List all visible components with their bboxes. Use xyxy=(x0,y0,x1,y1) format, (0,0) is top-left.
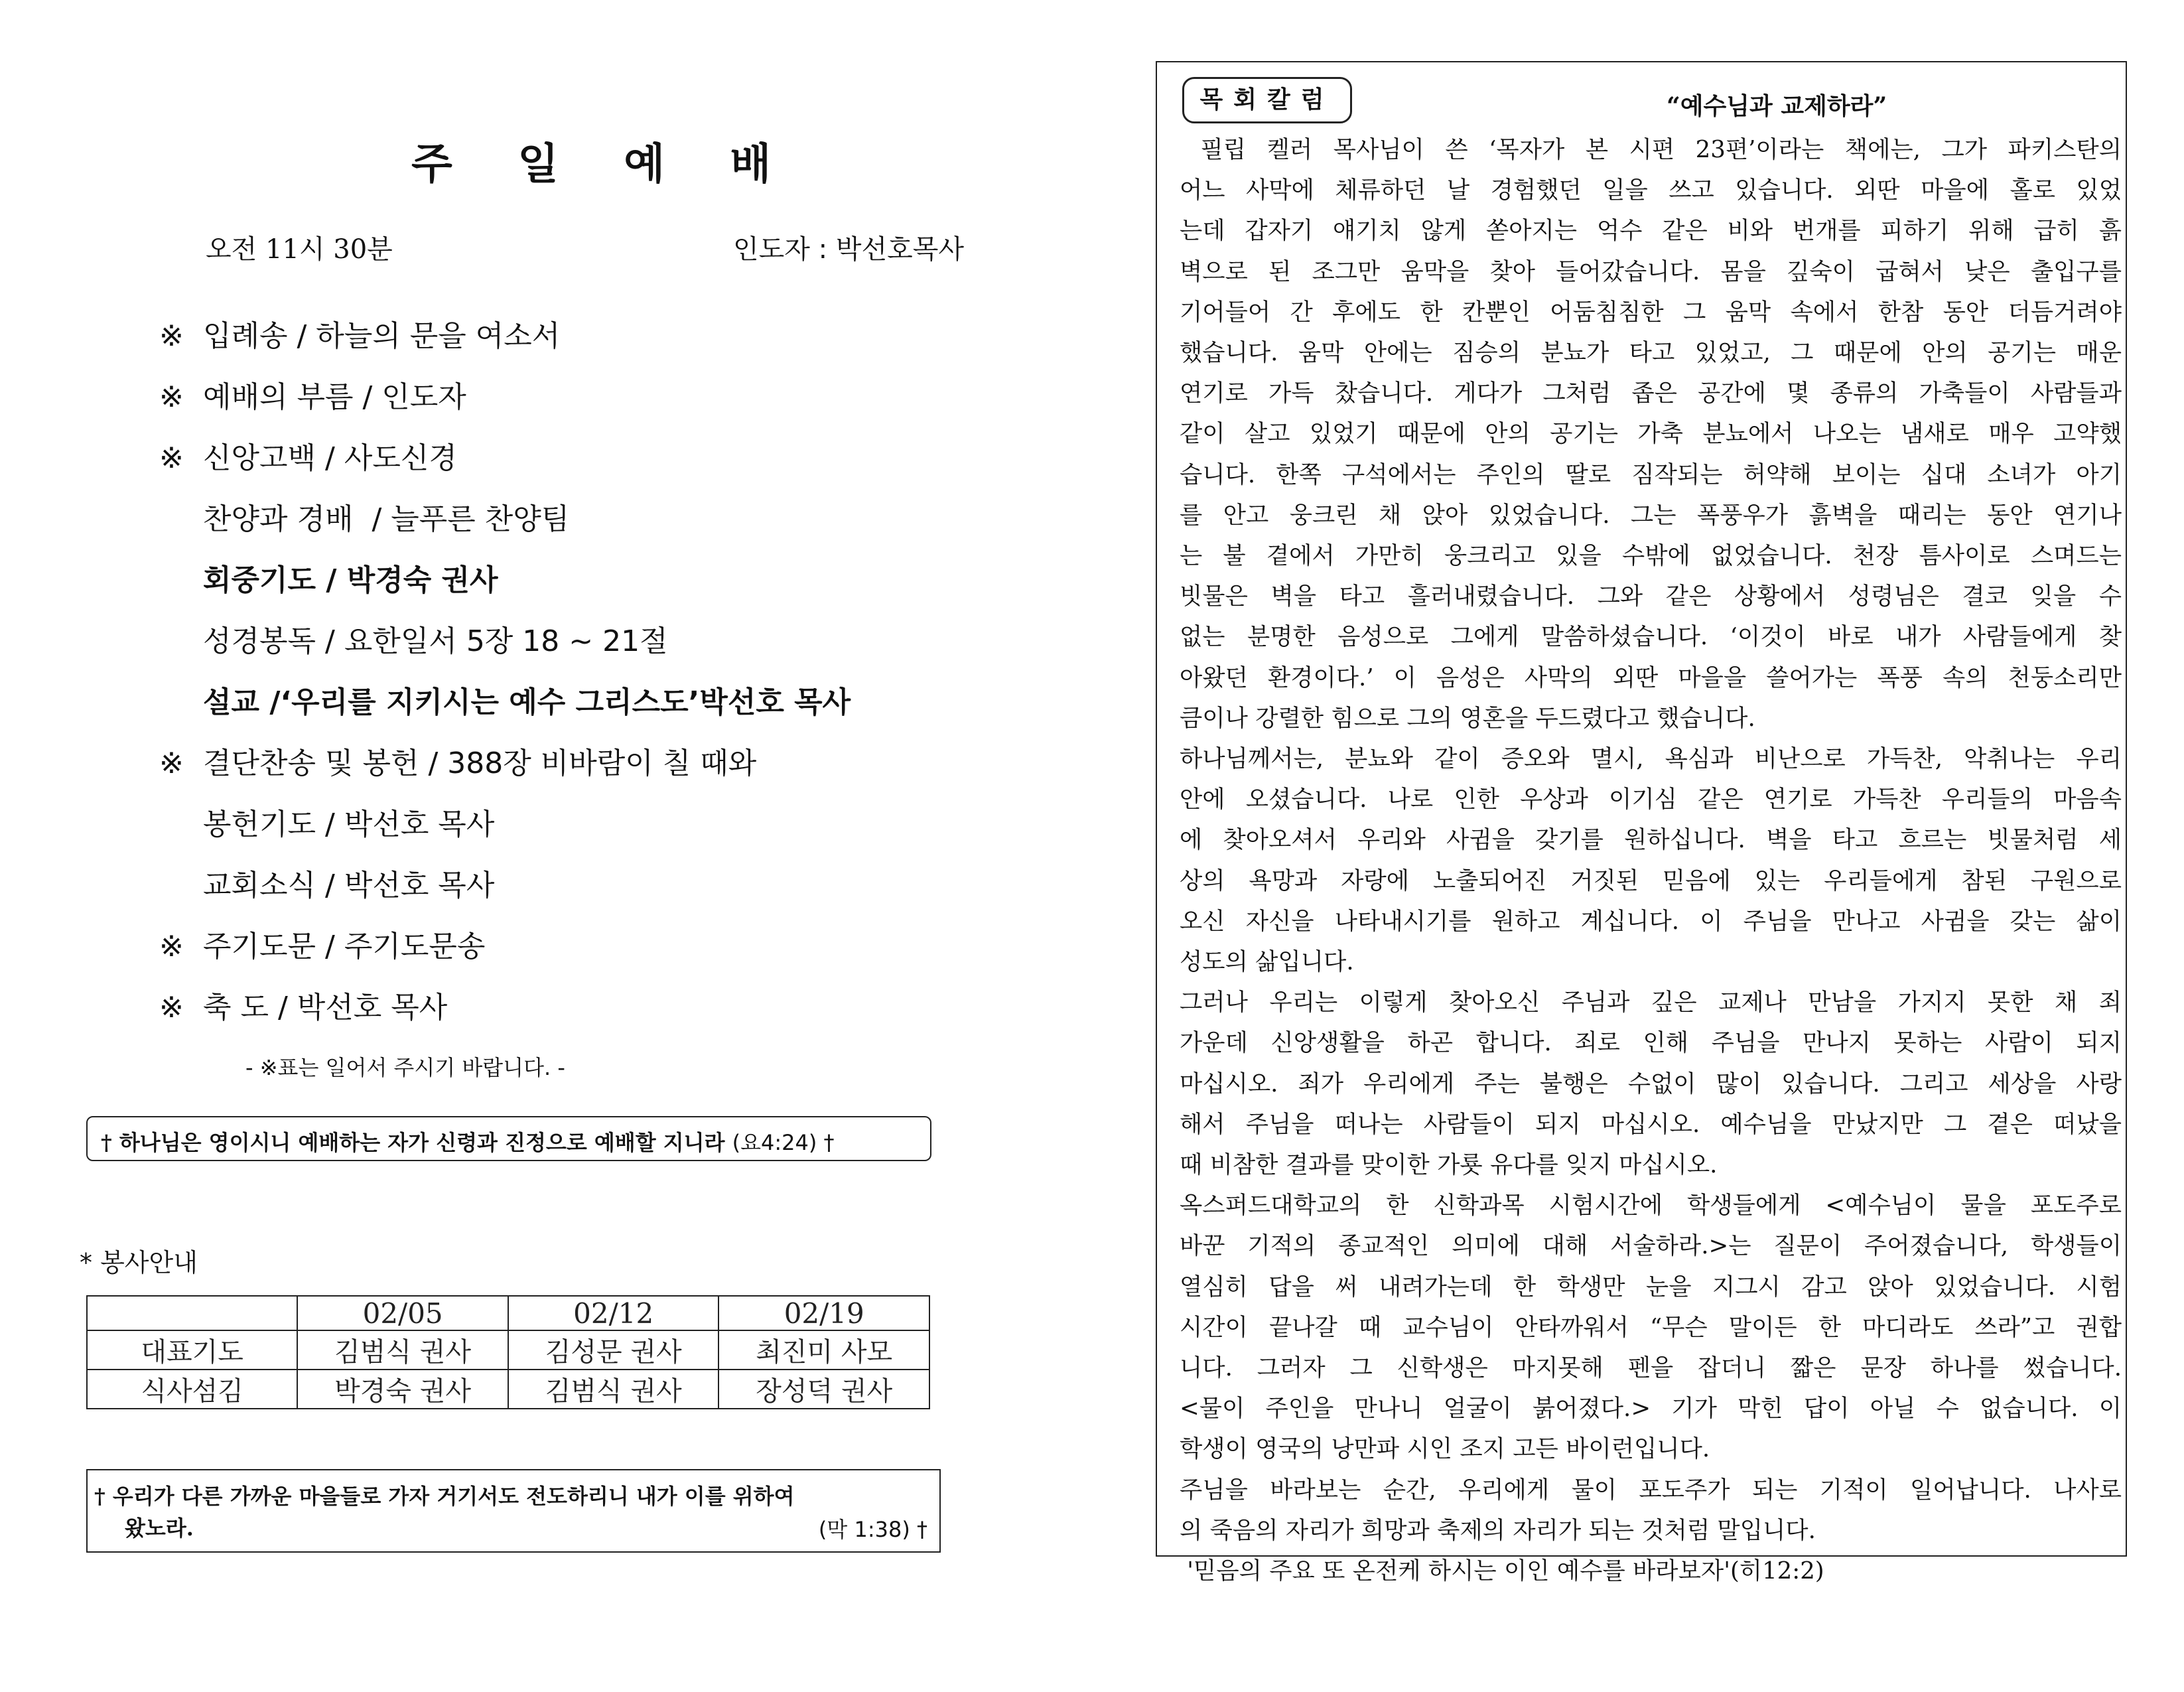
column-line: '믿음의 주요 또 온전케 하시는 이인 예수를 바라보자'(히12:2) xyxy=(1180,1558,1824,1585)
order-item-text: 축 도 / 박선호 목사 xyxy=(203,991,448,1024)
column-badge: 목회칼럼 xyxy=(1182,77,1352,123)
column-line: 니다. 그러자 그 신학생은 마지못해 펜을 잡더니 짧은 문장 하나를 썼습니다. xyxy=(1180,1355,2122,1381)
order-item-text: 결단찬송 및 봉헌 / 388장 비바람이 칠 때와 xyxy=(203,746,757,780)
order-item xyxy=(159,373,466,415)
column-line: 같이 살고 있었기 때문에 안의 공기는 가축 분뇨에서 나오는 냄새로 매우 고약했 xyxy=(1180,421,2122,448)
standing-mark: ※ xyxy=(159,319,184,353)
column-line: 큼이나 강렬한 힘으로 그의 영혼을 두드렸다고 했습니다. xyxy=(1180,705,1755,732)
column-line: 마십시오. 죄가 우리에게 주는 불행은 수없이 많이 있습니다. 그리고 세상을 사랑 xyxy=(1180,1070,2122,1097)
column-line: 성도의 삶입니다. xyxy=(1180,949,1354,975)
verse-box xyxy=(86,1469,941,1553)
verse-body: † 하나님은 영이시니 예배하는 자가 신령과 진정으로 예배할 지니라 xyxy=(101,1130,732,1155)
order-item xyxy=(159,495,569,537)
table-cell: 최진미 사모 xyxy=(718,1330,929,1370)
order-item xyxy=(159,983,447,1026)
order-item-text: 성경봉독 / 요한일서 5장 18 ~ 21절 xyxy=(203,624,668,658)
order-item xyxy=(159,678,851,721)
column-line: 연기로 가득 찼습니다. 게다가 그처럼 좁은 공간에 몇 종류의 가축들이 사람들과 xyxy=(1180,380,2122,407)
column-line: 열심히 답을 써 내려가는데 한 학생만 눈을 지그시 감고 앉아 있었습니다. 시험 xyxy=(1180,1273,2122,1301)
order-item xyxy=(159,556,498,599)
column-line: 습니다. 한쪽 구석에서는 주인의 딸로 짐작되는 허약해 보이는 십대 소녀가 아기 xyxy=(1180,461,2122,488)
service-title: 주 일 예 배 xyxy=(411,139,797,189)
standing-mark: ※ xyxy=(159,441,184,475)
table-cell: 대표기도 xyxy=(87,1330,297,1370)
standing-note: - ※표는 일어서 주시기 바랍니다. - xyxy=(245,1055,565,1080)
verse-box xyxy=(86,1116,931,1161)
column-line: 기어들어 간 후에도 한 칸뿐인 어둠침침한 그 움막 속에서 한참 동안 더듬거려야 xyxy=(1180,299,2122,326)
order-item-text: 회중기도 / 박경숙 권사 xyxy=(203,563,498,597)
column-line: 그러나 우리는 이렇게 찾아오신 주님과 깊은 교제나 만남을 가지지 못한 채 죄 xyxy=(1180,989,2122,1017)
table-header-cell: 02/05 xyxy=(297,1296,508,1330)
column-title: “예수님과 교제하라” xyxy=(1667,92,1887,120)
column-line: 가운데 신앙생활을 하곤 합니다. 죄로 인해 주님을 만나지 못하는 사람이 되지 xyxy=(1180,1030,2122,1057)
table-header-cell xyxy=(87,1296,297,1330)
order-item xyxy=(159,312,560,354)
column-line: 하나님께서는, 분뇨와 같이 증오와 멸시, 욕심과 비난으로 가득찬, 악취나는 우리 xyxy=(1180,746,2122,772)
standing-mark: ※ xyxy=(159,930,184,963)
column-line: 빗물은 벽을 타고 흘러내렸습니다. 그와 같은 상황에서 성령님은 결코 잊을 수 xyxy=(1180,583,2122,610)
order-item xyxy=(159,434,457,476)
verse-line: † 우리가 다른 가까운 마을들로 가자 거기서도 전도하리니 내가 이를 위하여 xyxy=(94,1484,795,1509)
column-line: 아왔던 환경이다.’ 이 음성은 사막의 외딴 마을을 쓸어가는 폭풍 속의 천둥소리만 xyxy=(1180,664,2122,691)
column-line: 학생이 영국의 낭만파 시인 조지 고든 바이런입니다. xyxy=(1180,1436,1710,1463)
column-line: 오신 자신을 나타내시기를 원하고 계십니다. 이 주님을 만나고 사귐을 갖는 삶이 xyxy=(1180,908,2122,935)
order-item xyxy=(159,739,756,782)
column-line: 필립 켈러 목사님이 쓴 ‘목자가 본 시편 23편’이라는 책에는, 그가 파키스탄의 xyxy=(1180,137,2122,163)
column-line: 의 죽음의 자리가 희망과 축제의 자리가 되는 것처럼 말입니다. xyxy=(1180,1517,1816,1544)
column-line: 는데 갑자기 얘기치 않게 쏟아지는 억수 같은 비와 번개를 피하기 위해 급히 흙 xyxy=(1180,218,2122,245)
service-time: 오전 11시 30분 xyxy=(206,234,393,265)
table-cell: 김성문 권사 xyxy=(508,1330,719,1370)
order-item-text: 설교 /‘우리를 지키시는 예수 그리스도’박선호 목사 xyxy=(203,685,851,719)
column-line: 없는 분명한 음성으로 그에게 말씀하셨습니다. ‘이것이 바로 내가 사람들에게 찾 xyxy=(1180,624,2122,651)
verse-reference: (요4:24) † xyxy=(732,1130,835,1155)
column-line: 옥스퍼드대학교의 한 신학과목 시험시간에 학생들에게 <예수님이 물을 포도주로 xyxy=(1180,1192,2122,1220)
order-item-text: 봉헌기도 / 박선호 목사 xyxy=(203,808,495,841)
table-cell: 박경숙 권사 xyxy=(297,1370,508,1409)
standing-mark: ※ xyxy=(159,746,184,780)
order-item xyxy=(159,800,494,843)
column-line: 에 찾아오셔서 우리와 사귐을 갖기를 원하십니다. 벽을 타고 흐르는 빗물처럼 세 xyxy=(1180,827,2122,854)
table-header-cell: 02/19 xyxy=(718,1296,929,1330)
column-line: 상의 욕망과 자랑에 노출되어진 거짓된 믿음에 있는 우리들에게 참된 구원으로 xyxy=(1180,867,2122,894)
column-line: 때 비참한 결과를 맞이한 가룟 유다를 잊지 마십시오. xyxy=(1180,1152,1718,1178)
service-table xyxy=(86,1295,930,1409)
order-item-text: 신앙고백 / 사도신경 xyxy=(203,441,457,475)
column-line: 해서 주님을 떠나는 사람들이 되지 마십시오. 예수님을 만났지만 그 곁은 떠났을 xyxy=(1180,1111,2122,1138)
order-item xyxy=(159,617,668,660)
order-item-text: 예배의 부름 / 인도자 xyxy=(203,380,466,414)
table-header-row xyxy=(87,1296,929,1330)
verse-reference: (막 1:38) † xyxy=(818,1517,927,1542)
table-cell: 식사섬김 xyxy=(87,1370,297,1409)
table-cell: 김범식 권사 xyxy=(508,1370,719,1409)
column-line: 했습니다. 움막 안에는 짐승의 분뇨가 타고 있었고, 그 때문에 안의 공기는 매운 xyxy=(1180,340,2122,366)
order-item-text: 찬양과 경배 / 늘푸른 찬양팀 xyxy=(203,502,570,536)
column-line: 어느 사막에 체류하던 날 경험했던 일을 쓰고 있습니다. 외딴 마을에 홀로 있었 xyxy=(1180,177,2122,204)
table-cell: 장성덕 권사 xyxy=(718,1370,929,1409)
table-row xyxy=(87,1370,929,1409)
order-item-text: 주기도문 / 주기도문송 xyxy=(203,930,486,963)
service-leader: 인도자 : 박선호목사 xyxy=(733,234,965,265)
column-line: 를 안고 웅크린 채 앉아 있었습니다. 그는 폭풍우가 흙벽을 때리는 동안 연기나 xyxy=(1180,502,2122,529)
order-item xyxy=(159,922,485,965)
column-line: <물이 주인을 만나니 얼굴이 붉어졌다.> 기가 막힌 답이 아닐 수 없습니다. 이 xyxy=(1180,1395,2122,1423)
column-line: 는 불 곁에서 가만히 웅크리고 있을 수밖에 없었습니다. 천장 틈사이로 스며드는 xyxy=(1180,543,2122,569)
column-line: 안에 오셨습니다. 나로 인한 우상과 이기심 같은 연기로 가득찬 우리들의 마음속 xyxy=(1180,786,2122,813)
service-heading: * 봉사안내 xyxy=(80,1248,198,1277)
verse-line: 왔노라. xyxy=(125,1516,194,1541)
order-item-text: 입례송 / 하늘의 문을 여소서 xyxy=(203,319,561,353)
column-line: 시간이 끝나갈 때 교수님이 안타까워서 “무슨 말이든 한 마디라도 쓰라”고 권합 xyxy=(1180,1314,2122,1341)
standing-mark: ※ xyxy=(159,991,184,1024)
column-line: 바꾼 기적의 종교적인 의미에 대해 서술하라.>는 질문이 주어졌습니다, 학생들이 xyxy=(1180,1233,2122,1260)
column-line: 벽으로 된 조그만 움막을 찾아 들어갔습니다. 몸을 깊숙이 굽혀서 낮은 출입구를 xyxy=(1180,258,2122,285)
table-cell: 김범식 권사 xyxy=(297,1330,508,1370)
standing-mark: ※ xyxy=(159,380,184,414)
order-item xyxy=(159,861,494,904)
table-header-cell: 02/12 xyxy=(508,1296,719,1330)
order-item-text: 교회소식 / 박선호 목사 xyxy=(203,869,495,902)
verse-text xyxy=(101,1126,835,1157)
column-line: 주님을 바라보는 순간, 우리에게 물이 포도주가 되는 기적이 일어납니다. 나사로 xyxy=(1180,1476,2122,1504)
table-row xyxy=(87,1330,929,1370)
